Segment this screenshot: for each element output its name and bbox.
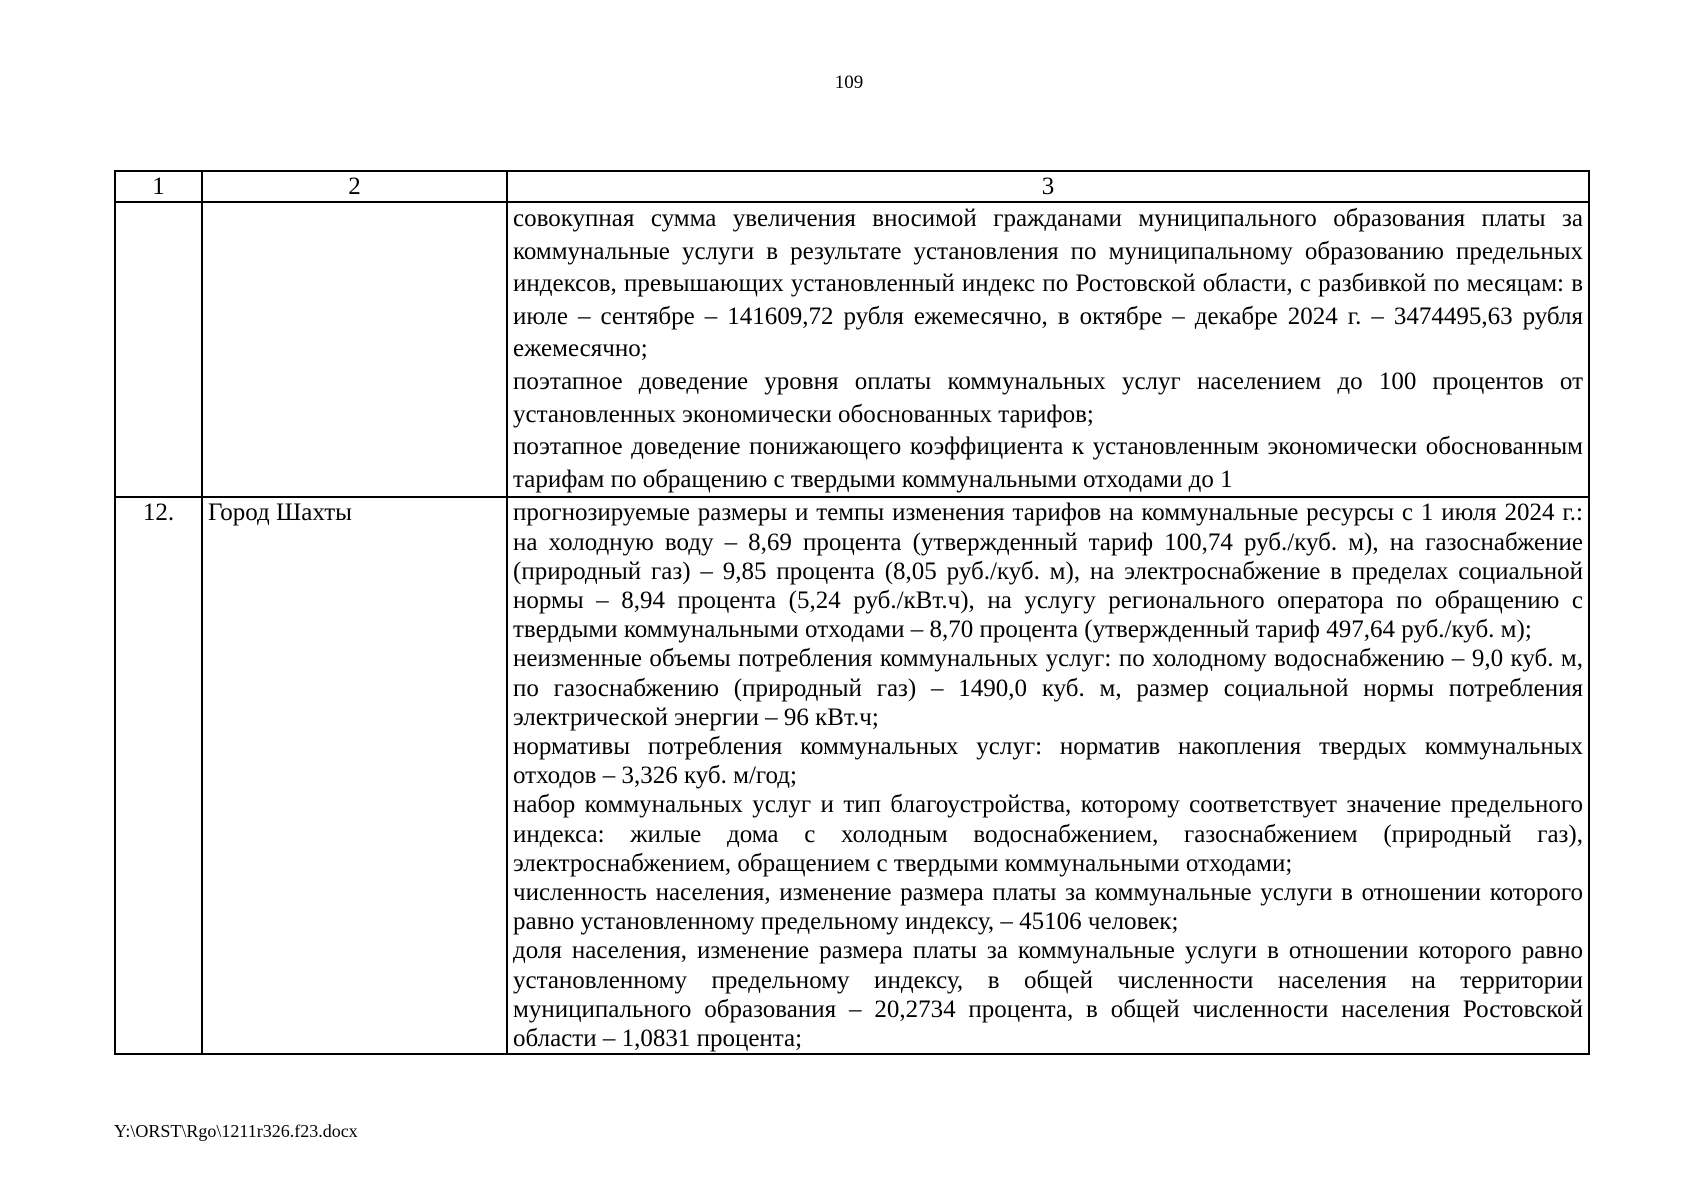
document-table	[114, 170, 1590, 1055]
paragraph: прогнозируемые размеры и темпы изменения тарифов на коммунальные ресурсы с 1 июля 2024 г.: на холодную воду – 8,69 процента (утвержденный тариф 100,74 руб./куб. м), на газоснабжение (природный газ) – 9,85 процента (8,05 руб./куб. м), на электроснабжение в пределах социальной нормы – 8,94 процента (5,24 руб./кВт.ч), на услугу регионального оператора по обращению с твердыми коммунальными отходами – 8,70 процента (утвержденный тариф 497,64 руб./куб. м);	[513, 499, 1583, 644]
table-row-12	[115, 497, 1589, 1054]
paragraph: нормативы потребления коммунальных услуг: норматив накопления твердых коммунальных отходов – 3,326 куб. м/год;	[513, 732, 1583, 790]
header-cell-2: 2	[202, 171, 507, 202]
row-number-cell	[115, 202, 202, 497]
paragraph: численность населения, изменение размера платы за коммунальные услуги в отношении которого равно установленному предельному индексу, – 45106 человек;	[513, 878, 1583, 936]
table-header-row	[115, 171, 1589, 202]
page-number: 109	[834, 72, 864, 93]
header-cell-1: 1	[115, 171, 202, 202]
paragraph: набор коммунальных услуг и тип благоустройства, которому соответствует значение предельного индекса: жилые дома с холодным водоснабжением, газоснабжением (природный газ), электроснабжением, обращением с твердыми коммунальными отходами;	[513, 791, 1583, 877]
municipality-cell: Город Шахты	[202, 497, 507, 1054]
header-cell-3: 3	[507, 171, 1589, 202]
paragraph: доля населения, изменение размера платы за коммунальные услуги в отношении которого равно установленному предельному индексу, в общей численности населения на территории муниципального образования – 20,2734 процента, в общей численности населения Ростовской области – 1,0831 процента;	[513, 937, 1583, 1052]
table-row-continuation	[115, 202, 1589, 497]
paragraph: неизменные объемы потребления коммунальных услуг: по холодному водоснабжению – 9,0 куб. м, по газоснабжению (природный газ) – 1490,0 куб. м, размер социальной нормы потребления электрической энергии – 96 кВт.ч;	[513, 645, 1583, 731]
description-cell	[507, 497, 1589, 1054]
paragraph: совокупная сумма увеличения вносимой гражданами муниципального образования платы за коммунальные услуги в результате установления по муниципальному образованию предельных индексов, превышающих установленный индекс по Ростовской области, с разбивкой по месяцам: в июле – сентябре – 141609,72 рубля ежемесячно, в октябре – декабре 2024 г. – 3474495,63 рубля ежемесячно;	[513, 205, 1583, 363]
paragraph: поэтапное доведение уровня оплаты коммунальных услуг населением до 100 процентов от установленных экономически обоснованных тарифов;	[513, 367, 1583, 428]
paragraph: поэтапное доведение понижающего коэффициента к установленным экономически обоснованным тарифам по обращению с твердыми коммунальными отходами до 1	[513, 433, 1583, 493]
row-number-cell: 12.	[115, 497, 202, 1054]
municipality-cell	[202, 202, 507, 497]
footer-file-path: Y:\ORST\Rgo\1211r326.f23.docx	[114, 1121, 358, 1141]
description-cell	[507, 202, 1589, 497]
